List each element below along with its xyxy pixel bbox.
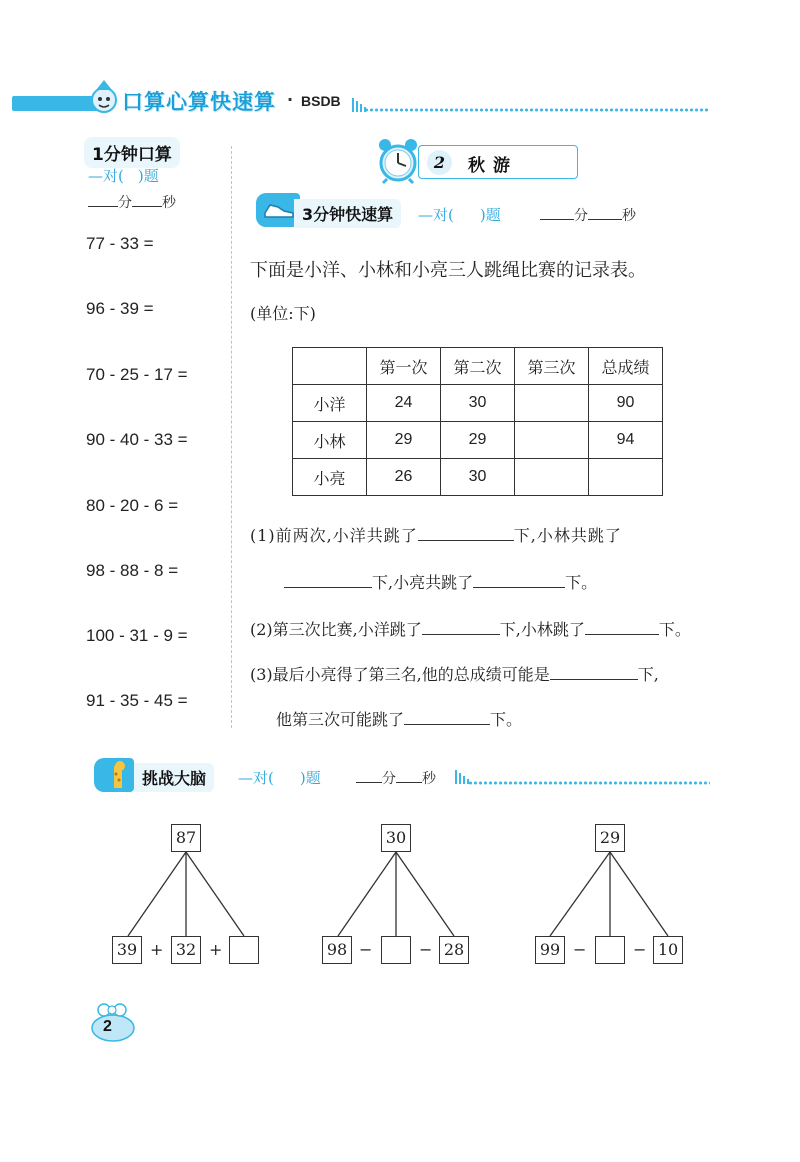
question-1-line-1: (1)前两次,小洋共跳了 下,小林共跳了 [250,526,622,545]
score-challenge: —对( )题 [238,769,321,787]
table-cell: 29 [367,422,441,459]
section-dotted-line [468,781,710,785]
answer-blank[interactable] [585,621,659,635]
tree-3-op2: − [633,940,647,959]
table-cell: 小林 [293,422,367,459]
table-cell: 小洋 [293,385,367,422]
section-label-challenge: 挑战大脑 [134,763,214,792]
table-row [293,385,663,422]
tree-3-middle-blank[interactable] [595,936,625,964]
tree-2-left: 98 [322,936,352,964]
header-dotted-line [364,108,710,112]
table-header-cell: 总成绩 [589,348,663,385]
alarm-clock-icon [375,137,421,185]
table-cell [515,459,589,496]
tree-1-left: 39 [112,936,142,964]
table-cell [589,459,663,496]
time-oral: 分 秒 [88,192,176,212]
table-header-cell: 第一次 [367,348,441,385]
time-quick: 分 秒 [540,205,636,225]
tree-line [610,852,668,936]
equation-5: 80 - 20 - 6 = [86,496,179,515]
section-bars-decoration [455,770,469,784]
tree-1-middle: 32 [171,936,201,964]
time-challenge: 分 秒 [356,768,436,788]
question-3-line-1: (3)最后小亮得了第三名,他的总成绩可能是 下, [250,665,659,684]
answer-blank[interactable] [550,666,638,680]
answer-blank[interactable] [422,621,500,635]
table-header-row [293,348,663,385]
tree-line [550,852,610,936]
tree-2-right: 28 [439,936,469,964]
edition-code: BSDB [301,93,341,109]
score-quick: —对( )题 [418,206,501,224]
equation-3: 70 - 25 - 17 = [86,365,188,384]
answer-blank[interactable] [404,711,490,725]
table-header-cell: 第二次 [441,348,515,385]
giraffe-icon [104,760,132,790]
column-divider [231,146,232,728]
equation-1: 77 - 33 = [86,234,154,253]
section-label-quick: 3分钟快速算 [294,199,401,228]
table-cell: 26 [367,459,441,496]
table-header-cell: 第三次 [515,348,589,385]
tree-1-op2: + [209,940,223,959]
table-cell: 30 [441,385,515,422]
tree-line [128,852,186,936]
tree-2-top: 30 [381,824,411,852]
jump-rope-record-table [292,347,663,496]
tree-1-right-blank[interactable] [229,936,259,964]
table-cell: 30 [441,459,515,496]
sneaker-icon [262,199,296,221]
tree-line [396,852,454,936]
question-2: (2)第三次比赛,小洋跳了 下,小林跳了 下。 [250,620,691,639]
answer-blank[interactable] [418,527,514,541]
lesson-name: 秋游 [468,156,518,176]
table-cell: 小亮 [293,459,367,496]
title-separator: · [287,90,294,109]
page-number: 2 [103,1018,112,1035]
unit-note: (单位:下) [250,304,316,323]
table-cell: 29 [441,422,515,459]
table-cell: 94 [589,422,663,459]
table-row [293,459,663,496]
equation-7: 100 - 31 - 9 = [86,626,188,645]
tree-2-op1: − [359,940,373,959]
table-cell [515,385,589,422]
equation-4: 90 - 40 - 33 = [86,430,188,449]
tree-line [186,852,244,936]
answer-blank[interactable] [473,574,565,588]
question-3-line-2: 他第三次可能跳了 下。 [276,710,523,729]
lesson-number: 2 [427,150,452,175]
tree-2-op2: − [419,940,433,959]
book-title: 口算心算快速算 [122,90,276,114]
tree-3-left: 99 [535,936,565,964]
mascot-logo-icon [86,76,122,120]
table-row [293,422,663,459]
tree-1-top: 87 [171,824,201,852]
tree-1-op1: + [150,940,164,959]
answer-blank[interactable] [284,574,372,588]
tree-3-right: 10 [653,936,683,964]
tree-line [338,852,396,936]
tree-2-middle-blank[interactable] [381,936,411,964]
table-cell: 90 [589,385,663,422]
tree-3-top: 29 [595,824,625,852]
page-mascot-icon [90,1000,136,1044]
table-cell: 24 [367,385,441,422]
score-oral: —对( )题 [88,167,159,185]
tree-3-op1: − [573,940,587,959]
question-1-line-2: 下,小亮共跳了 下。 [284,570,597,593]
table-cell [515,422,589,459]
section-label-oral: 1分钟口算 [84,137,180,168]
problem-intro: 下面是小洋、小林和小亮三人跳绳比赛的记录表。 [250,260,646,281]
equation-8: 91 - 35 - 45 = [86,691,188,710]
equation-6: 98 - 88 - 8 = [86,561,179,580]
equation-2: 96 - 39 = [86,299,154,318]
table-header-cell [293,348,367,385]
